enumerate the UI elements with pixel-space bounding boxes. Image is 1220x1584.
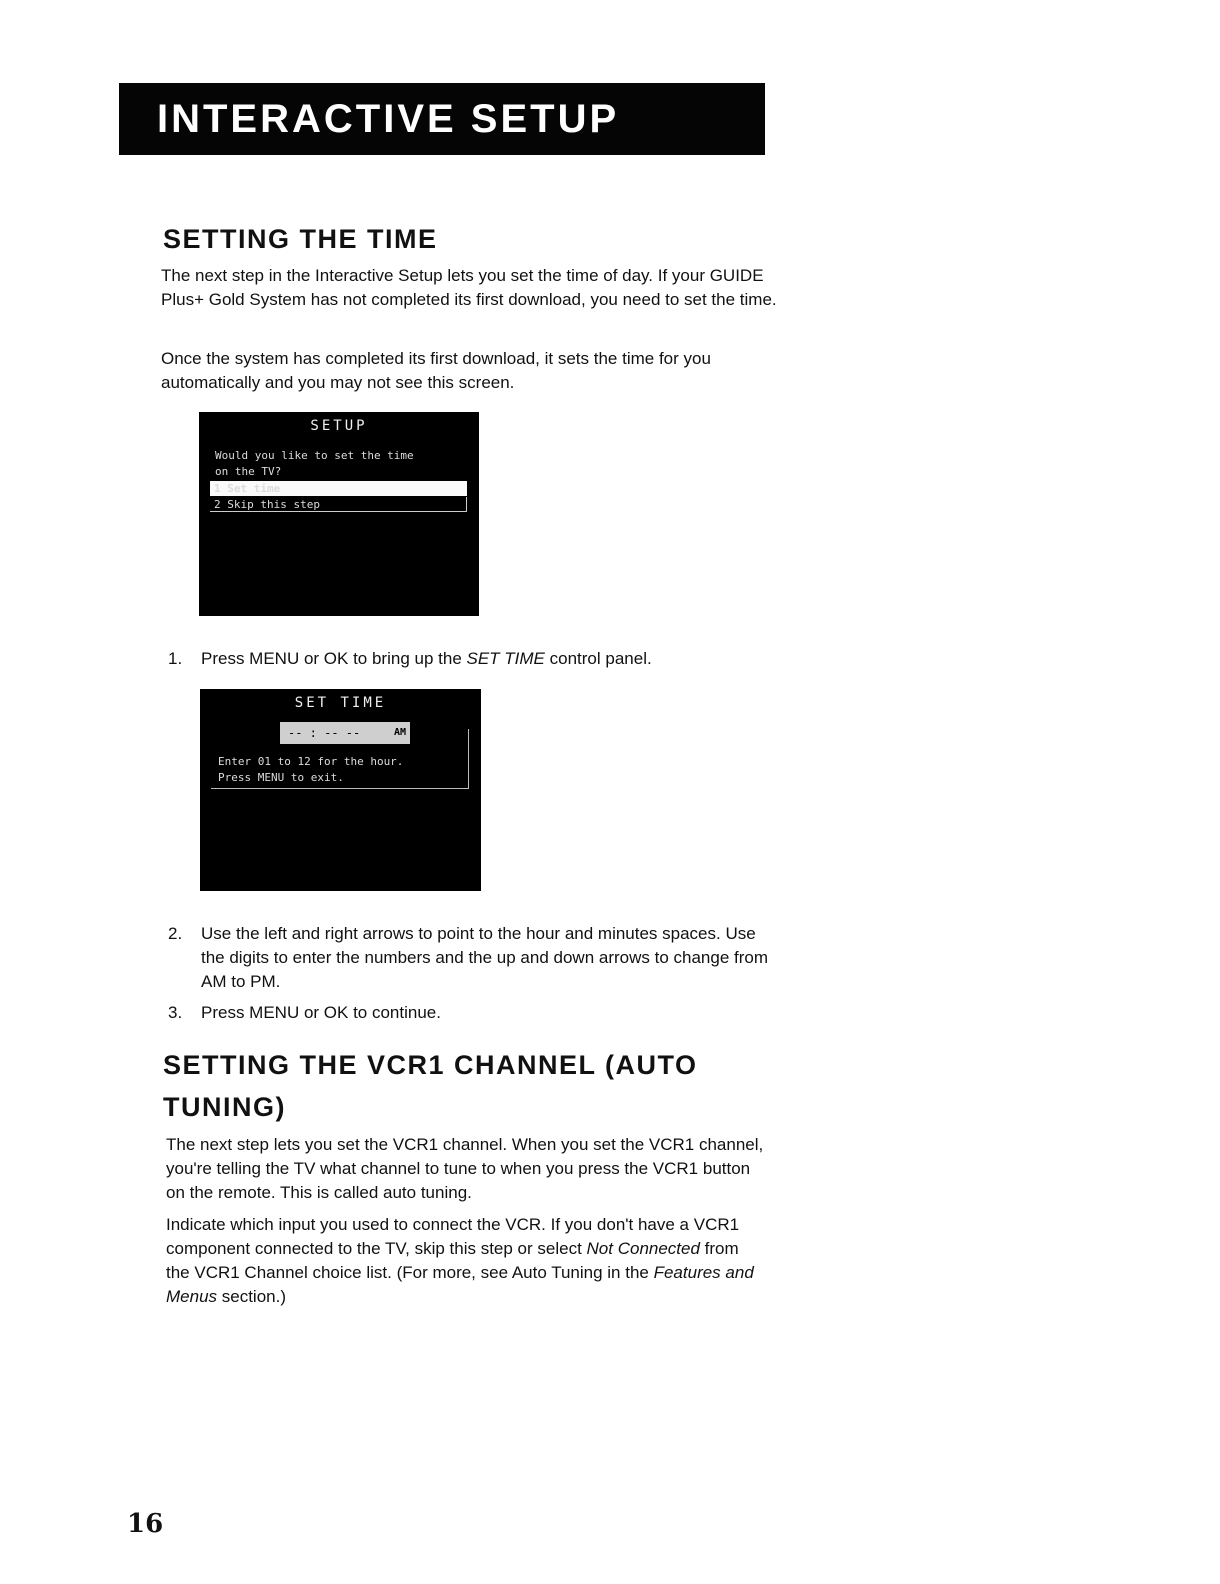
step-number: 2. — [168, 924, 183, 943]
screen-text: Enter 01 to 12 for the hour. — [218, 755, 404, 768]
section-heading-vcr1-channel: SETTING THE VCR1 CHANNEL (AUTO — [163, 1050, 698, 1080]
paragraph: Once the system has completed its first download, it sets the time for you automatically and you may not see this screen. — [161, 349, 711, 392]
screen-title: SETUP — [310, 418, 368, 434]
set-time-screen — [200, 689, 481, 891]
setup-screen — [199, 412, 479, 616]
divider — [468, 729, 469, 789]
screen-title: SET TIME — [294, 695, 387, 711]
step-number: 3. — [168, 1003, 183, 1022]
screen-text: on the TV? — [215, 465, 282, 478]
paragraph: The next step in the Interactive Setup lets you set the time of day. If your GUIDE Plus+ Gold System has not completed its first download, you need to set the time. — [161, 266, 777, 309]
page-number: 16 — [127, 1509, 164, 1539]
step-emphasis: SET TIME — [466, 649, 545, 668]
menu-option-set-time[interactable]: 1 Set time — [210, 481, 467, 496]
step-text: Press MENU or OK to continue. — [201, 1003, 441, 1022]
page-banner: INTERACTIVE SETUP — [119, 83, 765, 155]
time-value: -- : -- -- — [288, 726, 361, 740]
step-number: 1. — [168, 649, 183, 668]
screen-text: Would you like to set the time — [215, 449, 414, 462]
section-heading-setting-time: SETTING THE TIME — [163, 224, 438, 254]
screen-text: Press MENU to exit. — [218, 771, 344, 784]
step-text: Press MENU or OK to bring up the SET TIME control panel. — [201, 649, 652, 668]
paragraph: Indicate which input you used to connect the VCR. If you don't have a VCR1 component connected to the TV, skip this step or select Not Connected from the VCR1 Channel choice list. (For more, see Auto Tuning in the Features and Menus section.) — [166, 1215, 754, 1306]
step-text: Use the left and right arrows to point to the hour and minutes spaces. Use the digits to enter the numbers and the up and down arrows to change from AM to PM. — [201, 924, 769, 991]
divider — [211, 788, 469, 789]
ampm-indicator[interactable]: AM — [393, 727, 406, 738]
time-entry-field[interactable] — [280, 722, 410, 744]
paragraph: The next step lets you set the VCR1 channel. When you set the VCR1 channel, you're telling the TV what channel to tune to when you press the VCR1 button on the remote. This is called auto tuning. — [166, 1135, 764, 1202]
section-heading-vcr1-channel-cont: TUNING) — [163, 1092, 286, 1122]
menu-option-skip-step[interactable]: 2 Skip this step — [210, 497, 467, 512]
